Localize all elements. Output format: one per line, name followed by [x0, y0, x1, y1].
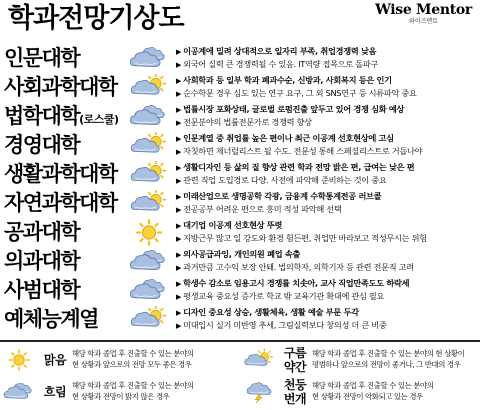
advice: 외국어 실력 큰 경쟁력될 수 있음. IT역량 접목으로 돌파구: [183, 59, 379, 69]
advice: 지방근무 많고 일 강도와 환경 험든편, 취업만 바라보고 적성무시는 위험: [183, 233, 427, 243]
legend-description: 해당 학과 졸업 후 진출할 수 있는 분야의 현 상황이 평범하나 앞으로의 전망이 좋거나, 그 반대의 경우: [312, 349, 465, 369]
forecast-row: [0, 102, 480, 131]
forecast-row: [0, 247, 480, 276]
partly-cloudy-weather-icon: [127, 306, 171, 333]
legend-description: 해당 학과 졸업 후 진출할 수 있는 분야의 현 상황과 앞으로의 전망 모두 좋은 경우: [72, 349, 194, 369]
outlook-text: [176, 219, 476, 245]
bullet-icon: ▶: [176, 222, 182, 230]
bullet-icon: ▶: [176, 135, 182, 143]
cloudy-weather-icon: [2, 378, 36, 406]
current-status: 법률시장 포화상태, 글로벌 로펌진출 앞두고 있어 경쟁 심화 예상: [183, 104, 405, 114]
storm-weather-icon: [242, 378, 276, 406]
brand-logo: [375, 4, 472, 28]
bullet-icon: ▶: [176, 106, 182, 114]
sunny-weather-icon: [2, 346, 36, 374]
bullet-icon: ▶: [176, 90, 182, 98]
legend-label: 맑음: [43, 353, 67, 367]
college-name: 공과대학: [4, 220, 80, 244]
partly-cloudy-weather-icon: [242, 346, 276, 374]
outlook-text: [176, 277, 476, 303]
forecast-row: [0, 276, 480, 305]
bullet-icon: ▶: [176, 61, 182, 69]
bullet-icon: ▶: [176, 280, 182, 288]
bullet-icon: ▶: [176, 322, 182, 330]
forecast-row: [0, 131, 480, 160]
bullet-icon: ▶: [176, 293, 182, 301]
outlook-text: [176, 45, 476, 71]
bullet-icon: ▶: [176, 193, 182, 201]
brand-sub: 와이즈멘토: [409, 18, 439, 25]
outlook-text: [176, 248, 476, 274]
advice: 자칫하면 제너럴리스트 될 수도. 전문성 통해 스페셜리스트로 거듭나야: [183, 146, 423, 156]
outlook-text: [176, 161, 476, 187]
partly-cloudy-weather-icon: [127, 132, 171, 159]
outlook-text: [176, 190, 476, 216]
forecast-row: [0, 160, 480, 189]
bullet-icon: ▶: [176, 235, 182, 243]
outlook-text: [176, 306, 476, 332]
bullet-icon: ▶: [176, 251, 182, 259]
sunny-weather-icon: [127, 219, 171, 246]
forecast-row: [0, 218, 480, 247]
legend-label: 흐림: [43, 385, 67, 399]
forecast-row: [0, 189, 480, 218]
current-status: 학생수 감소로 임용고시 경쟁률 치솟아, 교사 직업만족도도 하락세: [183, 278, 410, 288]
current-status: 이공계에 밀려 상대적으로 일자리 부족, 취업경쟁력 낮음: [183, 46, 377, 56]
college-name: 예체능계열: [4, 307, 98, 331]
forecast-row: [0, 305, 480, 334]
advice: 전공공부 어려운 편으로 흥미 적성 파악해 선택: [183, 204, 342, 214]
bullet-icon: ▶: [176, 177, 182, 185]
advice: 평생교육 중요성 증가로 학교 밖 교육기관 확대에 관심 필요: [183, 291, 385, 301]
legend-description: 해당 학과 졸업 후 진출할 수 있는 분야의 현 상황과 전망이 밝지 않은 경우: [72, 381, 194, 401]
cloudy-weather-icon: [127, 103, 171, 130]
legend-description: 해당 학과 졸업 후 진출할 수 있는 분야의 현 상황과 전망이 악화되고 있는 경우: [312, 381, 434, 401]
current-status: 대기업 이공계 선호현상 뚜렷: [183, 220, 283, 230]
partly-cloudy-weather-icon: [127, 74, 171, 101]
advice: 순수학문 경우 심도 있는 연구 요구, 그 외 SNS연구 등 시류파악 중요: [183, 88, 417, 98]
outlook-text: [176, 132, 476, 158]
forecast-list: [0, 44, 480, 334]
college-name: 자연과학대학: [4, 191, 117, 215]
legend-label: 구름 약간: [283, 346, 307, 374]
outlook-text: [176, 103, 476, 129]
bullet-icon: ▶: [176, 77, 182, 85]
legend-item: [0, 376, 240, 408]
college-name-suffix: (로스쿨): [79, 113, 119, 126]
cloudy-weather-icon: [127, 248, 171, 275]
cloudy-weather-icon: [127, 45, 171, 72]
page-title: 학과전망기상도: [8, 3, 184, 34]
legend-label: 천둥 번개: [283, 378, 307, 406]
legend-item: [240, 376, 480, 408]
advice: 미대입시 실기 미반영 추세, 그림실력보다 창의성 더 큰 비중: [183, 320, 387, 330]
bullet-icon: ▶: [176, 148, 182, 156]
outlook-text: [176, 74, 476, 100]
bullet-icon: ▶: [176, 164, 182, 172]
forecast-row: [0, 73, 480, 102]
college-name: 사회과학대학: [4, 75, 117, 99]
college-name: 의과대학: [4, 249, 80, 273]
legend-item: [240, 344, 480, 376]
current-status: 생활디자인 등 삶의 질 향상 관련 학과 전망 밝은 편, 급여는 낮은 편: [183, 162, 415, 172]
bullet-icon: ▶: [176, 309, 182, 317]
current-status: 디자인 중요성 상승, 생활체육, 생활 예술 부문 두각: [183, 307, 359, 317]
legend: [0, 340, 480, 409]
bullet-icon: ▶: [176, 264, 182, 272]
cloudy-weather-icon: [127, 277, 171, 304]
bullet-icon: ▶: [176, 119, 182, 127]
college-name: 사범대학: [4, 278, 80, 302]
current-status: 인문계열 중 취업률 높은 편이나 최근 이공계 선호현상에 고심: [183, 133, 394, 143]
college-name: 경영대학: [4, 133, 80, 157]
bullet-icon: ▶: [176, 206, 182, 214]
partly-cloudy-weather-icon: [127, 190, 171, 217]
brand-name: Wise Mentor: [375, 2, 472, 18]
advice: 과거만큼 고수익 보장 안돼. 법의학자, 의학기자 등 관련 전문직 고려: [183, 262, 414, 272]
partly-cloudy-weather-icon: [127, 161, 171, 188]
college-name: 인문대학: [4, 46, 80, 70]
college-name: 법학대학(로스쿨): [4, 104, 119, 128]
forecast-row: [0, 44, 480, 73]
current-status: 의사공급과잉, 개인의원 폐업 속출: [183, 249, 301, 259]
current-status: 사회학과 등 일부 학과 폐과수순, 신방과, 사회복지 등은 인기: [183, 75, 392, 85]
advice: 관련 직업 도입경로 다양. 사전에 파악해 준비하는 것이 중요: [183, 175, 387, 185]
bullet-icon: ▶: [176, 48, 182, 56]
legend-item: [0, 344, 240, 376]
college-name: 생활과학대학: [4, 162, 117, 186]
advice: 전문분야의 법률전문가로 경쟁력 향상: [183, 117, 312, 127]
current-status: 미래산업으로 생명공학 각광, 금융계 수학통계전공 러브콜: [183, 191, 382, 201]
